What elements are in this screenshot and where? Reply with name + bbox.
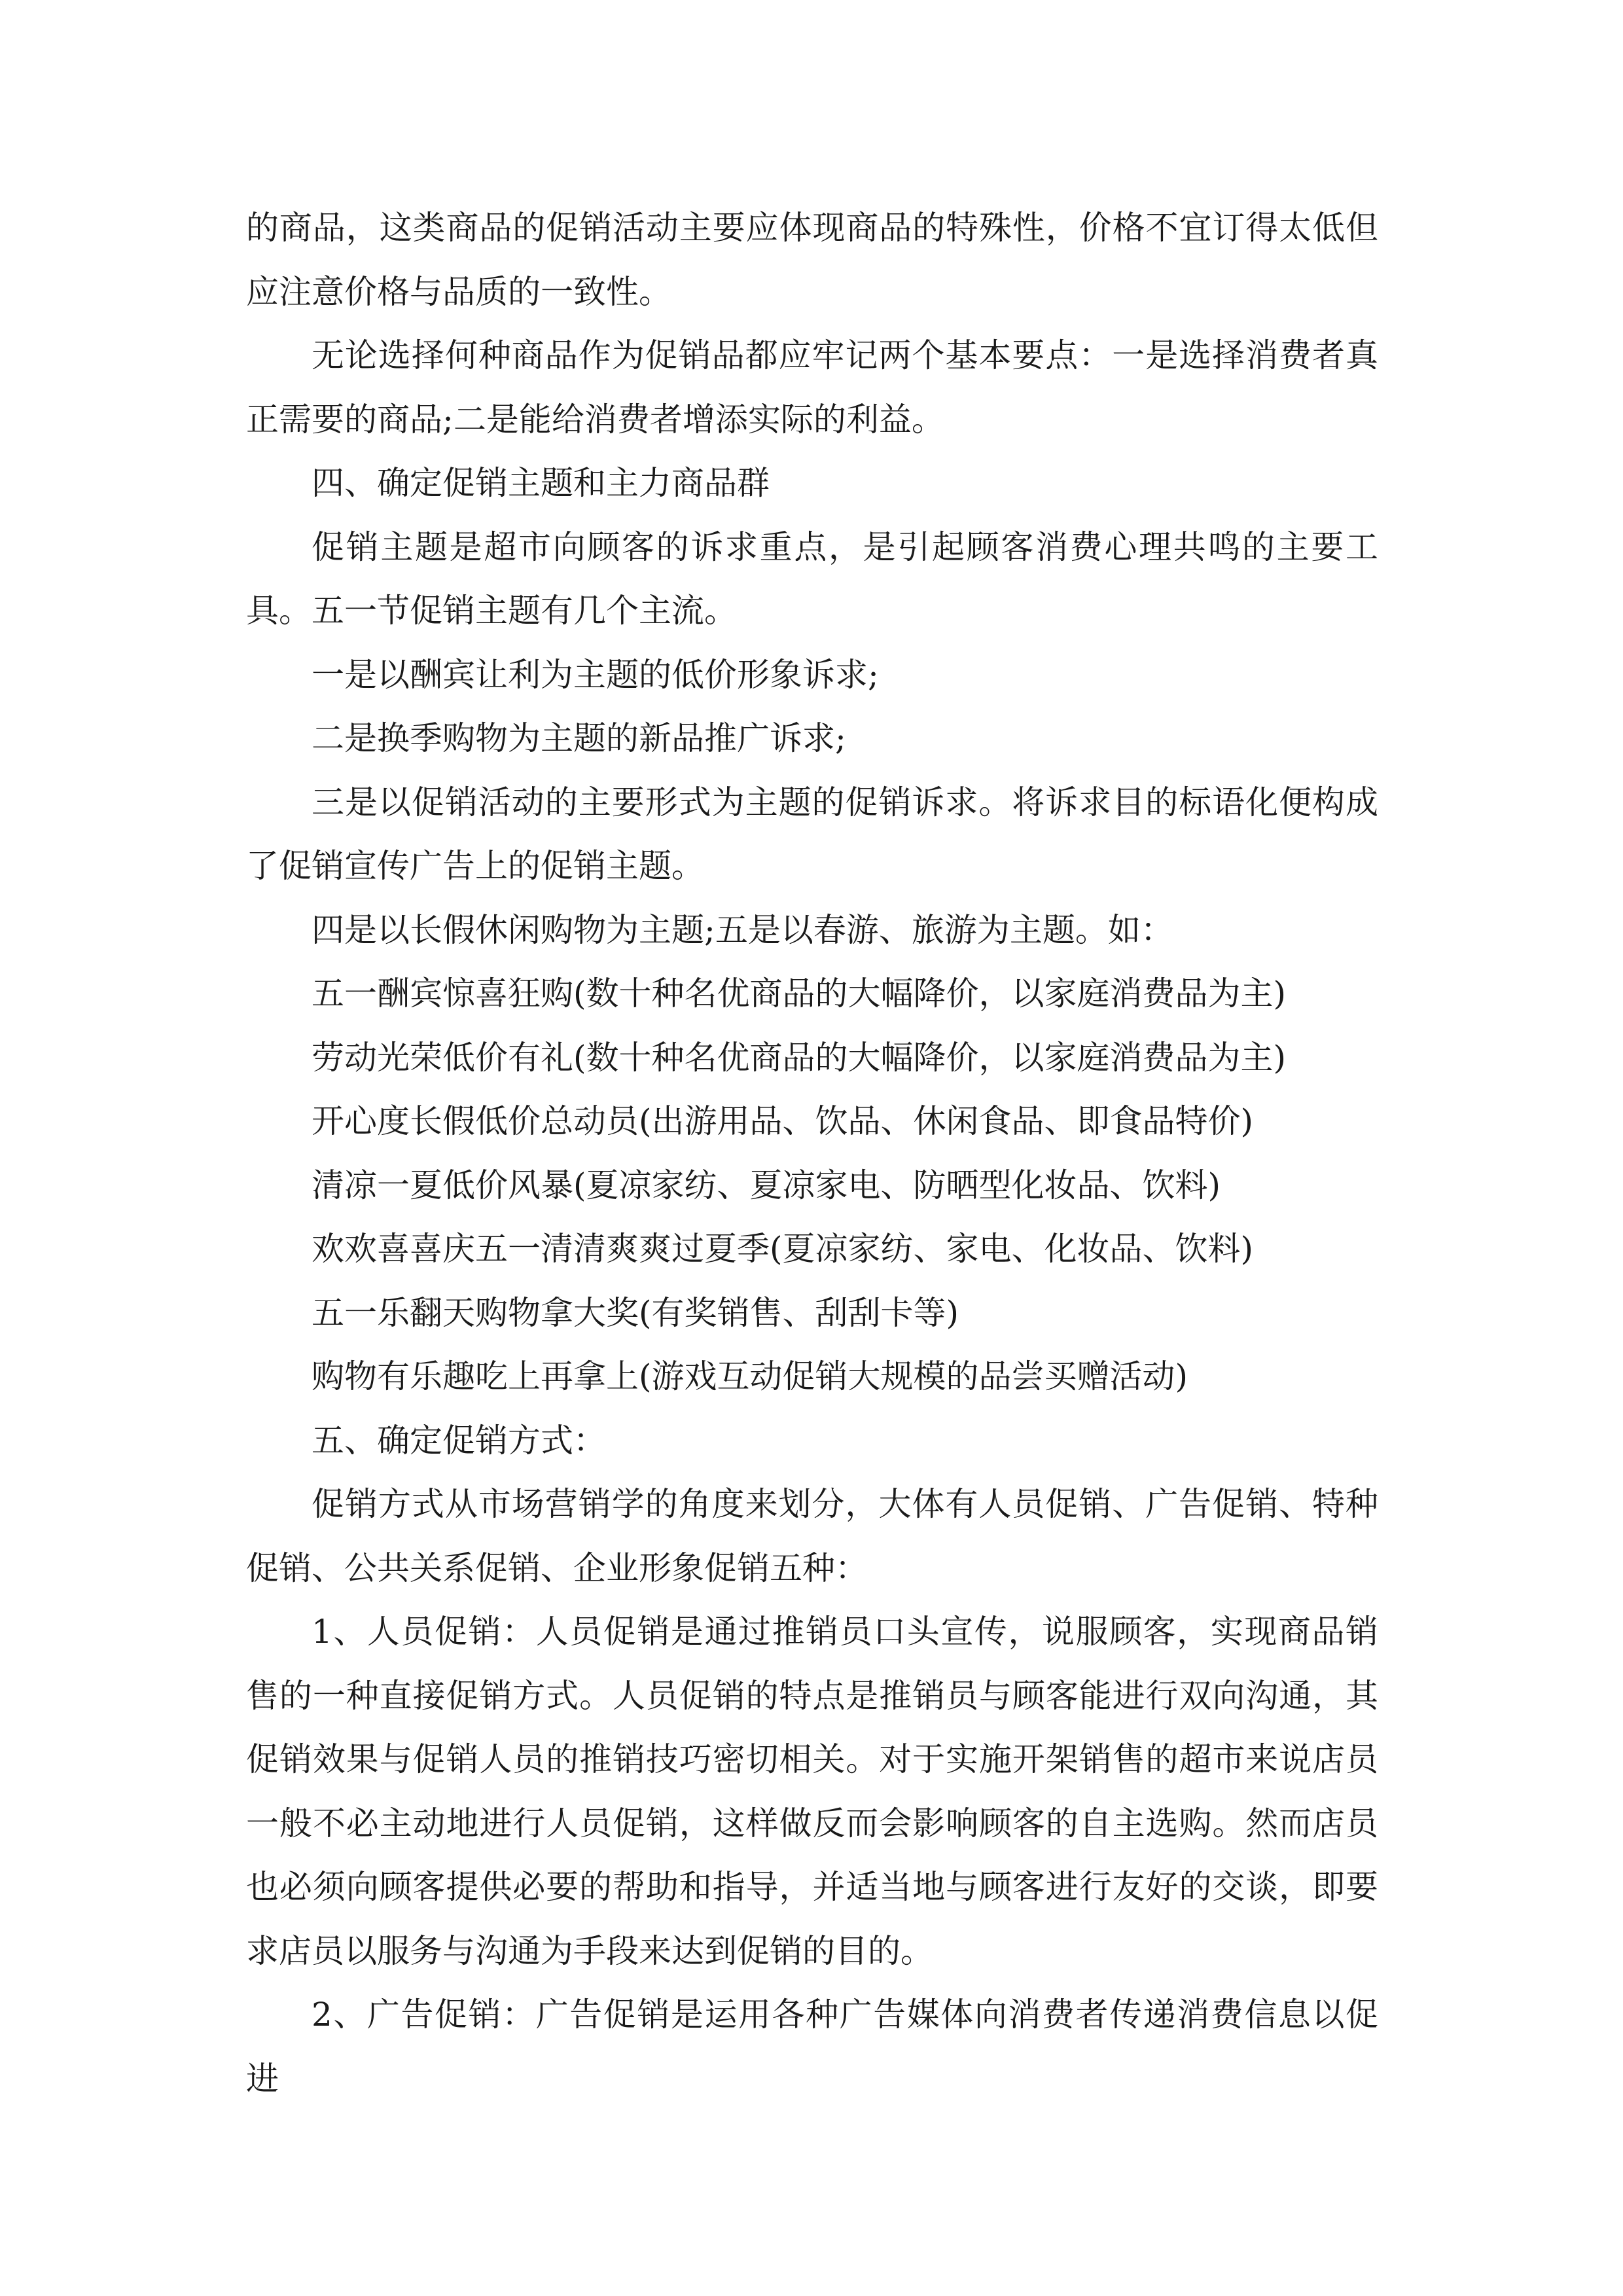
section-heading: 五、确定促销方式： (312, 1421, 606, 1460)
slogan-item: 清凉一夏低价风暴(夏凉家纺、夏凉家电、防晒型化妆品、饮料) (312, 1166, 1221, 1204)
slogan-item: 劳动光荣低价有礼(数十种名优商品的大幅降价，以家庭消费品为主) (312, 1038, 1287, 1077)
paragraph: 2、广告促销：广告促销是运用各种广告媒体向消费者传递消费信息以促进 (246, 1996, 1378, 2098)
section-heading: 四、确定促销主题和主力商品群 (312, 464, 770, 502)
paragraph: 无论选择何种商品作为促销品都应牢记两个基本要点：一是选择消费者真正需要的商品;二是能给消费者增添实际的利益。 (246, 336, 1378, 439)
paragraph: 1、人员促销：人员促销是通过推销员口头宣传，说服顾客，实现商品销售的一种直接促销方式。人员促销的特点是推销员与顾客能进行双向沟通，其促销效果与促销人员的推销技巧密切相关。对于实施开架销售的超市来说店员一般不必主动地进行人员促销，这样做反而会影响顾客的自主选购。然而店员也必须向顾客提供必要的帮助和指导，并适当地与顾客进行友好的交谈，即要求店员以服务与沟通为手段来达到促销的目的。 (246, 1613, 1378, 1970)
list-item: 一是以酬宾让利为主题的低价形象诉求; (312, 655, 879, 694)
document-body (246, 196, 1378, 2111)
paragraph: 的商品，这类商品的促销活动主要应体现商品的特殊性，价格不宜订得太低但应注意价格与品质的一致性。 (246, 209, 1378, 311)
slogan-item: 欢欢喜喜庆五一清清爽爽过夏季(夏凉家纺、家电、化妆品、饮料) (312, 1230, 1254, 1268)
slogan-item: 五一乐翻天购物拿大奖(有奖销售、刮刮卡等) (312, 1293, 959, 1332)
paragraph: 促销方式从市场营销学的角度来划分，大体有人员促销、广告促销、特种促销、公共关系促销、企业形象促销五种： (246, 1485, 1378, 1587)
slogan-item: 开心度长假低价总动员(出游用品、饮品、休闲食品、即食品特价) (312, 1102, 1254, 1140)
list-item: 四是以长假休闲购物为主题;五是以春游、旅游为主题。如： (312, 910, 1173, 949)
slogan-item: 五一酬宾惊喜狂购(数十种名优商品的大幅降价，以家庭消费品为主) (312, 975, 1287, 1013)
slogan-item: 购物有乐趣吃上再拿上(游戏互动促销大规模的品尝买赠活动) (312, 1357, 1188, 1395)
list-item: 三是以促销活动的主要形式为主题的促销诉求。将诉求目的标语化便构成了促销宣传广告上的促销主题。 (246, 783, 1378, 885)
list-item: 二是换季购物为主题的新品推广诉求; (312, 719, 846, 757)
paragraph: 促销主题是超市向顾客的诉求重点，是引起顾客消费心理共鸣的主要工具。五一节促销主题有几个主流。 (246, 528, 1378, 630)
